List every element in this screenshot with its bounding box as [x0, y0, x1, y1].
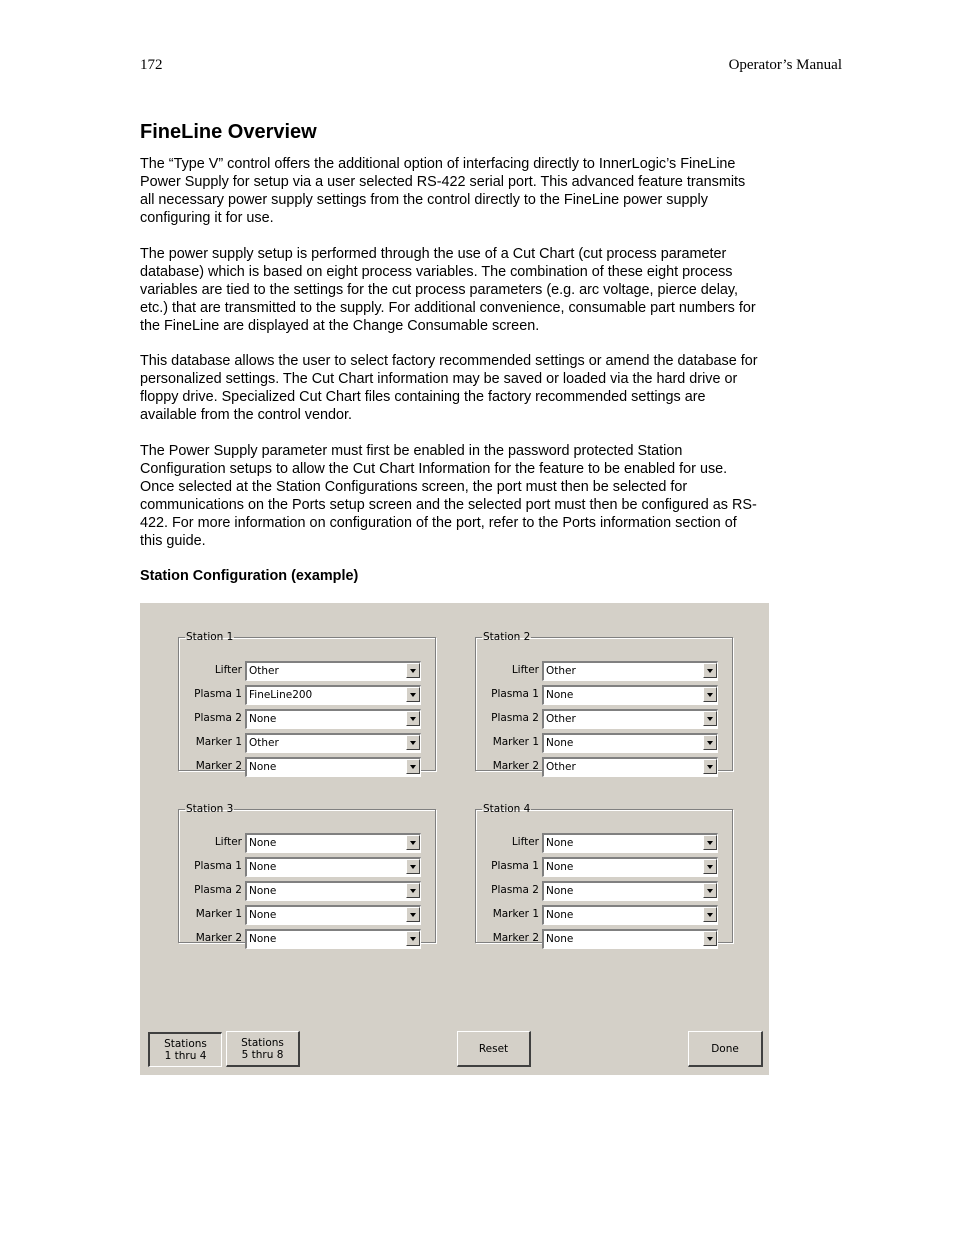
station-group-1: [178, 631, 436, 771]
station-title: Station 4: [483, 803, 531, 815]
text-line: configuring it for use.: [140, 209, 274, 226]
lifter-select[interactable]: [542, 661, 718, 681]
lifter-select[interactable]: [245, 661, 421, 681]
row-label: Plasma 2: [491, 712, 539, 724]
running-header: Operator’s Manual: [728, 57, 842, 73]
section-title: FineLine Overview: [140, 121, 317, 143]
station-row-marker-2: [476, 929, 734, 949]
plasma-2-select[interactable]: [542, 709, 718, 729]
marker-2-select[interactable]: [245, 757, 421, 777]
selected-value: None: [249, 761, 277, 773]
stations-5-thru-8-button[interactable]: [226, 1031, 300, 1067]
button-label-line: 5 thru 8: [241, 1048, 284, 1061]
row-label: Marker 2: [195, 932, 242, 944]
selected-value: None: [249, 861, 277, 873]
selected-value: None: [546, 933, 574, 945]
marker-1-select[interactable]: [542, 733, 718, 753]
paragraph-database: [140, 353, 816, 425]
station-configuration-dialog: [140, 603, 769, 1075]
plasma-2-select[interactable]: [245, 709, 421, 729]
row-label: Lifter: [214, 664, 242, 676]
station-row-lifter: [476, 661, 734, 681]
chevron-down-icon[interactable]: [703, 859, 717, 874]
selected-value: Other: [249, 665, 279, 677]
chevron-down-icon[interactable]: [703, 663, 717, 678]
text-line: available from the control vendor.: [140, 406, 352, 423]
text-line: Once selected at the Station Configurations screen, the port must then be selected for: [140, 478, 688, 495]
chevron-down-icon[interactable]: [406, 835, 420, 850]
station-row-marker-1: [179, 905, 437, 925]
station-row-plasma-1: [179, 685, 437, 705]
marker-2-select[interactable]: [542, 757, 718, 777]
text-line: 422. For more information on configuration of the port, refer to the Ports information section of: [140, 514, 737, 531]
marker-1-select[interactable]: [542, 905, 718, 925]
station-row-lifter: [179, 661, 437, 681]
plasma-2-select[interactable]: [542, 881, 718, 901]
text-line: The power supply setup is performed through the use of a Cut Chart (cut process parameter: [140, 246, 727, 262]
station-row-marker-2: [179, 757, 437, 777]
station-row-plasma-2: [179, 709, 437, 729]
chevron-down-icon[interactable]: [406, 735, 420, 750]
station-group-3: [178, 803, 436, 943]
stations-1-thru-4-button[interactable]: [148, 1032, 222, 1067]
row-label: Marker 1: [195, 736, 242, 748]
plasma-1-select[interactable]: [542, 857, 718, 877]
text-line: all necessary power supply settings from the control directly to the FineLine power supply: [140, 191, 708, 208]
chevron-down-icon[interactable]: [703, 759, 717, 774]
selected-value: None: [249, 837, 277, 849]
row-label: Marker 1: [195, 908, 242, 920]
station-row-plasma-1: [179, 857, 437, 877]
plasma-1-select[interactable]: [542, 685, 718, 705]
row-label: Plasma 2: [194, 884, 242, 896]
paragraph-cut-chart: [140, 246, 816, 336]
selected-value: None: [546, 689, 574, 701]
lifter-select[interactable]: [542, 833, 718, 853]
chevron-down-icon[interactable]: [703, 907, 717, 922]
station-row-plasma-2: [179, 881, 437, 901]
plasma-1-select[interactable]: [245, 685, 421, 705]
selected-value: None: [249, 885, 277, 897]
station-row-plasma-2: [476, 881, 734, 901]
station-row-marker-1: [476, 905, 734, 925]
row-label: Plasma 1: [491, 860, 539, 872]
selected-value: FineLine200: [249, 689, 313, 701]
row-label: Plasma 2: [491, 884, 539, 896]
text-line: database) which is based on eight process variables. The combination of these eight process: [140, 263, 733, 280]
button-label-line: Stations: [241, 1036, 284, 1049]
station-row-plasma-2: [476, 709, 734, 729]
chevron-down-icon[interactable]: [703, 687, 717, 702]
paragraph-power-supply: [140, 443, 816, 550]
chevron-down-icon[interactable]: [703, 711, 717, 726]
text-line: variables are tied to the settings for the cut process parameters (e.g. arc voltage, pierce delay,: [140, 281, 739, 298]
chevron-down-icon[interactable]: [406, 883, 420, 898]
subsection-title: Station Configuration (example): [140, 568, 359, 584]
selected-value: Other: [546, 761, 576, 773]
row-label: Lifter: [511, 836, 539, 848]
button-label-line: Stations: [164, 1038, 207, 1050]
selected-value: None: [546, 861, 574, 873]
station-group-2: [475, 631, 733, 771]
row-label: Lifter: [214, 836, 242, 848]
row-label: Lifter: [511, 664, 539, 676]
row-label: Plasma 1: [491, 688, 539, 700]
text-line: The Power Supply parameter must first be enabled in the password protected Station: [140, 443, 683, 459]
plasma-2-select[interactable]: [245, 881, 421, 901]
selected-value: Other: [249, 737, 279, 749]
station-title: Station 2: [483, 631, 531, 643]
page-number: 172: [140, 57, 163, 73]
marker-1-select[interactable]: [245, 905, 421, 925]
text-line: Power Supply for setup via a user selected RS-422 serial port. This advanced feature transmits: [140, 173, 746, 190]
row-label: Marker 1: [492, 908, 539, 920]
station-row-plasma-1: [476, 685, 734, 705]
station-row-marker-1: [476, 733, 734, 753]
marker-2-select[interactable]: [245, 929, 421, 949]
chevron-down-icon[interactable]: [406, 687, 420, 702]
text-line: this guide.: [140, 532, 206, 549]
text-line: personalized settings. The Cut Chart information may be saved or loaded via the hard drive or: [140, 370, 738, 387]
chevron-down-icon[interactable]: [406, 663, 420, 678]
text-line: The “Type V” control offers the additional option of interfacing directly to InnerLogic’s FineLine: [140, 156, 736, 172]
selected-value: Other: [546, 665, 576, 677]
selected-value: None: [249, 909, 277, 921]
text-line: This database allows the user to select factory recommended settings or amend the database for: [140, 353, 758, 369]
row-label: Marker 2: [195, 760, 242, 772]
station-row-lifter: [476, 833, 734, 853]
chevron-down-icon[interactable]: [703, 735, 717, 750]
selected-value: None: [546, 909, 574, 921]
row-label: Marker 2: [492, 932, 539, 944]
station-title: Station 1: [186, 631, 234, 643]
selected-value: None: [249, 933, 277, 945]
station-title: Station 3: [186, 803, 234, 815]
text-line: floppy drive. Specialized Cut Chart files containing the factory recommended settings are: [140, 388, 706, 405]
row-label: Marker 1: [492, 736, 539, 748]
chevron-down-icon[interactable]: [406, 859, 420, 874]
row-label: Plasma 1: [194, 860, 242, 872]
chevron-down-icon[interactable]: [703, 931, 717, 946]
row-label: Plasma 2: [194, 712, 242, 724]
reset-button[interactable]: Reset: [457, 1031, 531, 1067]
selected-value: None: [546, 837, 574, 849]
selected-value: None: [249, 713, 277, 725]
selected-value: None: [546, 885, 574, 897]
paragraph-intro: [140, 156, 816, 228]
row-label: Marker 2: [492, 760, 539, 772]
plasma-1-select[interactable]: [245, 857, 421, 877]
lifter-select[interactable]: [245, 833, 421, 853]
station-group-4: [475, 803, 733, 943]
done-button[interactable]: Done: [688, 1031, 763, 1067]
station-row-marker-1: [179, 733, 437, 753]
text-line: communications on the Ports setup screen and the selected port must then be configured as RS-: [140, 496, 757, 513]
text-line: the FineLine are displayed at the Change Consumable screen.: [140, 317, 540, 334]
row-label: Plasma 1: [194, 688, 242, 700]
text-line: Configuration setups to allow the Cut Chart Information for the feature to be enabled for use.: [140, 460, 728, 477]
marker-2-select[interactable]: [542, 929, 718, 949]
chevron-down-icon[interactable]: [406, 759, 420, 774]
chevron-down-icon[interactable]: [406, 931, 420, 946]
chevron-down-icon[interactable]: [406, 907, 420, 922]
selected-value: Other: [546, 713, 576, 725]
selected-value: None: [546, 737, 574, 749]
station-row-plasma-1: [476, 857, 734, 877]
chevron-down-icon[interactable]: [703, 835, 717, 850]
station-row-marker-2: [179, 929, 437, 949]
station-row-lifter: [179, 833, 437, 853]
button-label-line: 1 thru 4: [164, 1050, 207, 1062]
marker-1-select[interactable]: [245, 733, 421, 753]
chevron-down-icon[interactable]: [703, 883, 717, 898]
chevron-down-icon[interactable]: [406, 711, 420, 726]
text-line: etc.) that are transmitted to the supply. For additional convenience, consumable part numbers for: [140, 299, 756, 316]
station-row-marker-2: [476, 757, 734, 777]
